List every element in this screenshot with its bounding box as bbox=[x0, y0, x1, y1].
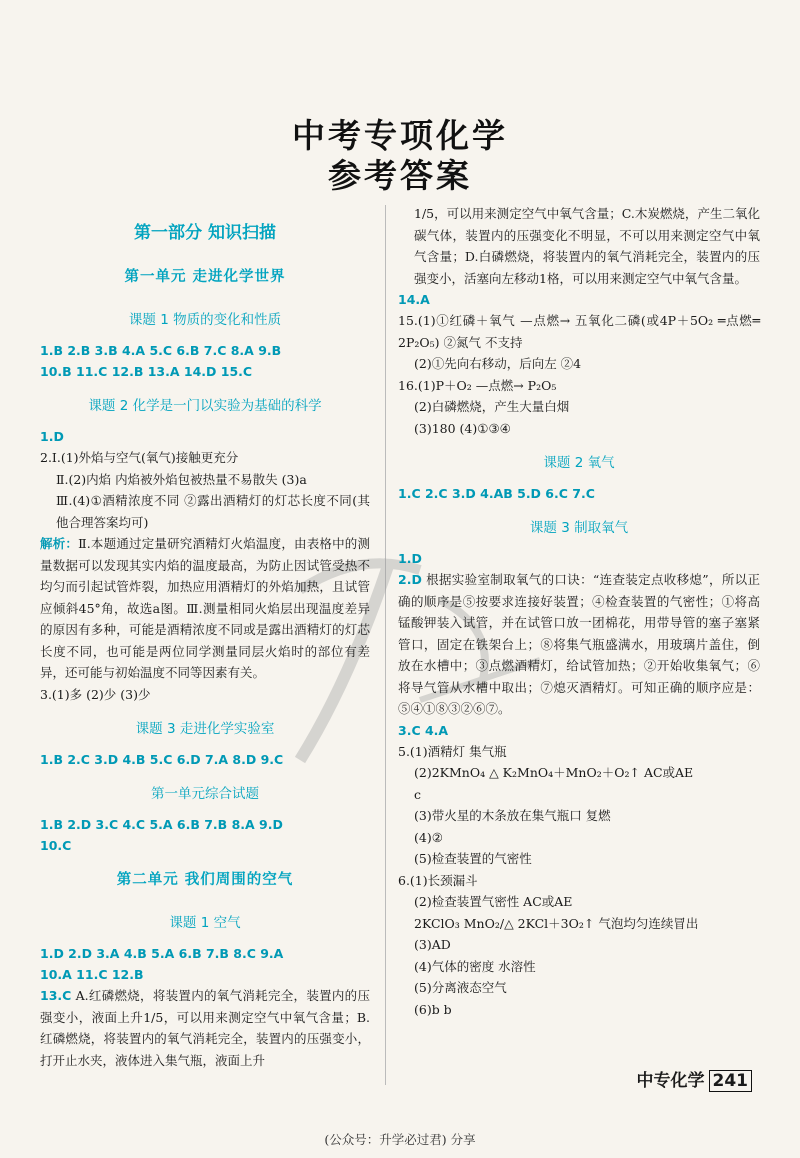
prep-answer-2 bbox=[398, 569, 760, 720]
k3-answers: 1.B 2.C 3.D 4.B 5.C 6.D 7.A 8.D 9.C bbox=[40, 752, 284, 767]
page-number: 241 bbox=[709, 1070, 753, 1092]
doc-subtitle: 参考答案 bbox=[328, 156, 472, 195]
prep-answer-34: 3.C 4.A bbox=[398, 722, 449, 738]
answer-15a: 15.(1)①红磷＋氧气 —点燃→ 五氧化二磷(或4P＋5O₂ ═点燃═ 2P₂O₅) ②氮气 不支持 bbox=[398, 313, 760, 350]
prep-answer-5b: (2)2KMnO₄ △ K₂MnO₄＋MnO₂＋O₂↑ AC或AE bbox=[414, 765, 694, 780]
answer-16b: (2)白磷燃烧，产生大量白烟 bbox=[414, 399, 570, 414]
u2k1-heading: 课题 1 空气 bbox=[169, 915, 241, 931]
k2-heading: 课题 2 化学是一门以实验为基础的科学 bbox=[88, 398, 322, 414]
share-footer: (公众号：升学必过君) 分享 bbox=[324, 1132, 476, 1147]
prep-answer-1: 1.D bbox=[398, 551, 422, 566]
prep-answer-6c: 2KClO₃ MnO₂/△ 2KCl＋3O₂↑ 气泡均匀连续冒出 bbox=[414, 915, 699, 931]
right-column bbox=[398, 203, 760, 1020]
answer-16a: 16.(1)P＋O₂ —点燃→ P₂O₅ bbox=[398, 377, 557, 393]
k2-analysis bbox=[40, 533, 370, 684]
u1-test-answers-1: 1.B 2.D 3.C 4.C 5.A 6.B 7.B 8.A 9.D bbox=[40, 817, 283, 832]
k1-heading: 课题 1 物质的变化和性质 bbox=[128, 312, 282, 328]
analysis-text: Ⅱ.本题通过定量研究酒精灯火焰温度，由表格中的测量数据可以发现其实内焰的温度最高，为防止因试管受热不均匀而引起试管炸裂，加热应用酒精灯的外焰加热，且试管应倾斜45°角，故选a图。Ⅲ.测量相同火焰层出现温度差异的原因有多种，可能是酒精浓度不同或是露出酒精灯的灯芯长度不同，也可能是两位同学测量同层火焰时的部位有差异，还可能与初始温度不同等因素有关。 bbox=[40, 536, 370, 680]
k2-answer-2b: Ⅱ.(2)内焰 内焰被外焰包被热量不易散失 (3)a bbox=[56, 471, 307, 487]
k2-answer-2a: 2.Ⅰ.(1)外焰与空气(氧气)接触更充分 bbox=[40, 450, 239, 465]
left-column bbox=[40, 210, 370, 1071]
prep-answer-5e: (5)检查装置的气密性 bbox=[414, 851, 532, 866]
prep-answer-5a: 5.(1)酒精灯 集气瓶 bbox=[398, 743, 507, 759]
prep-answer-5b2: c bbox=[414, 786, 422, 802]
prep-answer-6g: (6)b b bbox=[414, 1001, 452, 1017]
u2k1-answer-13 bbox=[40, 985, 370, 1071]
oxygen-answers: 1.C 2.C 3.D 4.AB 5.D 6.C 7.C bbox=[398, 486, 595, 501]
u1-test-answers-2: 10.C bbox=[40, 838, 72, 853]
prep-answer-5c: (3)带火星的木条放在集气瓶口 复燃 bbox=[414, 808, 611, 823]
k1-answers-1: 1.B 2.B 3.B 4.A 5.C 6.B 7.C 8.A 9.B bbox=[40, 343, 282, 358]
analysis-label: 解析： bbox=[40, 536, 79, 551]
prep-answer-6b: (2)检查装置气密性 AC或AE bbox=[414, 894, 573, 909]
k3-heading: 课题 3 走进化学实验室 bbox=[135, 721, 275, 737]
u2k1-answers-1: 1.D 2.D 3.A 4.B 5.A 6.B 7.B 8.C 9.A bbox=[40, 946, 284, 961]
q13-continued: 1/5，可以用来测定空气中氧气含量；C.木炭燃烧，产生二氧化碳气体，装置内的压强变化不明显，不可以用来测定空气中氧气含量；D.白磷燃烧，将装置内的氧气消耗完全，装置内的压强变小，活塞向左移动1格，可以用来测定空气中氧气含量。 bbox=[414, 206, 760, 286]
oxygen-heading: 课题 2 氧气 bbox=[543, 455, 615, 471]
k1-answers-2: 10.B 11.C 12.B 13.A 14.D 15.C bbox=[40, 364, 253, 379]
k2-answer-1: 1.D bbox=[40, 429, 64, 444]
page-label: 中专化学 bbox=[636, 1071, 705, 1091]
prep-answer-6e: (4)气体的密度 水溶性 bbox=[414, 958, 536, 974]
q2-number: 2.D bbox=[398, 572, 422, 587]
unit1-heading: 第一单元 走进化学世界 bbox=[124, 269, 286, 285]
answer-14: 14.A bbox=[398, 292, 430, 307]
u1-test-heading: 第一单元综合试题 bbox=[151, 786, 259, 802]
prep-answer-6d: (3)AD bbox=[414, 937, 451, 952]
prep-oxygen-heading: 课题 3 制取氧气 bbox=[529, 520, 629, 536]
q13-text: A.红磷燃烧，将装置内的氧气消耗完全，装置内的压强变小，液面上升1/5，可以用来测定空气中氧气含量；B.红磷燃烧，将装置内的氧气消耗完全，装置内的压强变小，打开止水夹，液体进入集气瓶，液面上升 bbox=[40, 988, 370, 1068]
k2-answer-3: 3.(1)多 (2)少 (3)少 bbox=[40, 686, 151, 702]
q13-number: 13.C bbox=[40, 988, 72, 1003]
q2-text: 根据实验室制取氧气的口诀：“连查装定点收移熄”，所以正确的顺序是⑤按要求连接好装置；④检查装置的气密性；①将高锰酸钾装入试管，并在试管口放一团棉花，用带导管的塞子塞紧管口，固定在铁架台上；⑧将集气瓶盛满水，用玻璃片盖住，倒放在水槽中；③点燃酒精灯，给试管加热；②开始收集氧气；⑥将导气管从水槽中取出；⑦熄灭酒精灯。可知正确的顺序应是：⑤④①⑧③②⑥⑦。 bbox=[398, 572, 760, 716]
k2-answer-2c: Ⅲ.(4)①酒精浓度不同 ②露出酒精灯的灯芯长度不同(其他合理答案均可) bbox=[56, 493, 370, 530]
prep-answer-6a: 6.(1)长颈漏斗 bbox=[398, 872, 478, 888]
page-number-block bbox=[637, 1066, 753, 1091]
unit2-heading: 第二单元 我们周围的空气 bbox=[116, 872, 294, 888]
u2k1-answers-2: 10.A 11.C 12.B bbox=[40, 967, 144, 982]
prep-answer-6f: (5)分离液态空气 bbox=[414, 980, 507, 995]
prep-answer-5d: (4)② bbox=[414, 829, 443, 845]
part-heading: 第一部分 知识扫描 bbox=[134, 223, 276, 243]
answer-15b: (2)①先向右移动，后向左 ②4 bbox=[414, 356, 582, 371]
doc-title: 中考专项化学 bbox=[292, 116, 508, 155]
answer-16c: (3)180 (4)①③④ bbox=[414, 420, 511, 436]
